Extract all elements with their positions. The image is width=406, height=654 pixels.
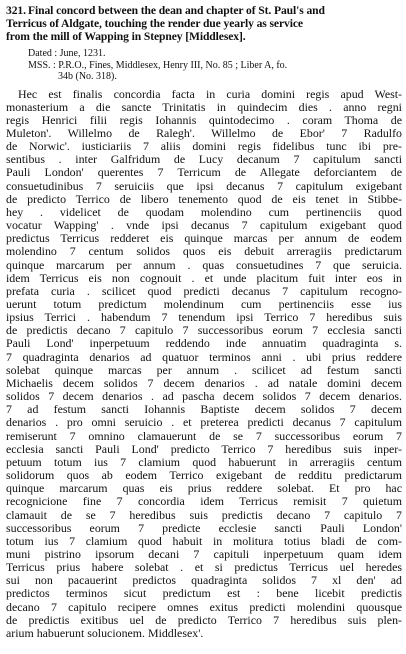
document-body xyxy=(6,88,402,641)
document-title-line: from the mill of Wapping in Stepney [Middlesex]. xyxy=(6,30,246,43)
body-line: ipsius Terrici . habendum 7 tenendum ipsi Terrico 7 heredibus suis xyxy=(6,311,402,325)
document-page xyxy=(6,4,402,640)
body-line: molendino 7 centum solidos quos eis debuit arreragiis predictarum xyxy=(6,245,402,259)
body-line: prefata curia . scilicet quod predicti decanus 7 capitulum recogno- xyxy=(6,284,402,298)
body-line: vocatur Wapping' . vnde ipsi decanus 7 capitulum exigebant quod xyxy=(6,219,402,233)
body-line: predictus Terricus redderet eis quinque marcas per annum de eodem xyxy=(6,232,402,246)
body-line: Michaelis decem solidos 7 decem denarios . ad natale domini decem xyxy=(6,376,402,390)
body-line: 7 quadraginta denarios ad quatuor terminos anni . ubi prius reddere xyxy=(6,350,402,364)
body-line: de predictis decano 7 capitulo 7 successoribus eorum 7 ecclesia sancti xyxy=(6,324,402,338)
body-line: totum ius 7 clamium quod habuit in molitura totius bladi de com- xyxy=(6,534,402,548)
body-line: 7 ad festum sancti Iohannis Baptiste decem solidos 7 decem xyxy=(6,403,402,417)
body-line: Pauli Lond' inperpetuum reddendo inde annuatim quadraginta s. xyxy=(6,337,402,351)
body-line: quinque marcarum quas eis prius reddere solebat. Et pro hac xyxy=(6,482,402,496)
mss-line: 34b (No. 318). xyxy=(58,71,117,82)
mss-line: MSS. : P.R.O., Fines, Middlesex, Henry III, No. 85 ; Liber A, fo. xyxy=(28,59,288,71)
body-line: decano 7 capitulo recipere omnes exitus predicti molendini quousque xyxy=(6,600,402,614)
body-line: solidorum quos ab eodem Terrico exigebant de redditu predictarum xyxy=(6,469,402,483)
dated-line: Dated : June, 1231. xyxy=(28,48,106,59)
document-meta xyxy=(28,48,402,83)
document-heading xyxy=(6,4,402,43)
body-line: de predictis exitibus uel de predicto Terrico 7 heredibus suis plen- xyxy=(6,613,402,627)
body-line: sentibus . inter Galfridum de Lucy decanum 7 capitulum sancti xyxy=(6,153,402,167)
body-line: uerunt totum predictum molendinum cum pertinenciis esse ius xyxy=(6,298,402,311)
body-line: hey . videlicet de quodam molendino cum pertinenciis quod xyxy=(6,205,402,219)
body-line: Pauli London' querentes 7 Terricum de Allegate deforciantem de xyxy=(6,166,402,180)
body-line: de predicto Terrico de libero tenemento quod de eis tenet in Stibbe- xyxy=(6,192,402,206)
body-line: idem Terricus eis non cognouit . et unde placitum fuit inter eos in xyxy=(6,271,402,285)
body-line: petuum totum ius 7 clamium quod habuerunt in arreragiis centum xyxy=(6,455,402,469)
body-line: ecclesia sancti Pauli Lond' predicto Terrico 7 heredibus suis inper- xyxy=(6,442,402,456)
body-line: regis Henrici filii regis Iohannis quintodecimo . coram Thoma de xyxy=(6,113,402,127)
body-line: remiserunt 7 omnino clamauerunt de se 7 successoribus eorum 7 xyxy=(6,429,402,443)
document-number: 321. xyxy=(6,4,26,17)
document-title-line: Final concord between the dean and chapter of St. Paul's and xyxy=(28,4,325,17)
body-line: Hec est finalis concordia facta in curia domini regis apud West- xyxy=(18,87,402,101)
body-line: arium habuerunt solucionem. Middlesex'. xyxy=(6,626,204,640)
document-title-line: Terricus of Aldgate, touching the render due yearly as service xyxy=(6,17,303,30)
body-line: solidos 7 decem denarios . ad pascha decem solidos 7 decem denarios. xyxy=(6,390,402,404)
body-line: Terricus prius habere solebat . et si predictus Terricus uel heredes xyxy=(6,561,402,575)
body-line: recognicione fine 7 concordia idem Terricus remisit 7 quietum xyxy=(6,495,402,509)
body-line: predictos terminos sicut predictum est : bene licebit predictis xyxy=(6,587,402,601)
body-line: monasterium a die sancte Trinitatis in quindecim dies . anno regni xyxy=(6,100,402,114)
body-line: Muleton'. Willelmo de Ralegh'. Willelmo de Ebor' 7 Radulfo xyxy=(6,126,402,140)
body-line: sui non pacauerint predictos quadraginta solidos 7 xl den' ad xyxy=(6,574,402,588)
body-line: consuetudinibus 7 seruiciis que ipsi decanus 7 capitulum exigebant xyxy=(6,179,402,193)
body-line: quinque marcarum per annum . quas consuetudines 7 que seruicia. xyxy=(6,258,402,272)
body-line: successoribus eorum 7 predicte ecclesie sancti Pauli London' xyxy=(6,521,402,535)
body-line: denarios . pro omni seruicio . et preterea predicti decanus 7 capitulum xyxy=(6,416,402,430)
body-line: solebat quinque marcas per annum . scilicet ad festum sancti xyxy=(6,363,402,377)
body-line: clamauit de se 7 heredibus suis predictis decano 7 capitulo 7 xyxy=(6,508,402,522)
body-line: muni pistrino ipsorum decani 7 capituli inperpetuum quam idem xyxy=(6,547,402,561)
body-line: de Norwic'. iusticiariis 7 aliis domini regis fidelibus tunc ibi pre- xyxy=(6,140,402,154)
